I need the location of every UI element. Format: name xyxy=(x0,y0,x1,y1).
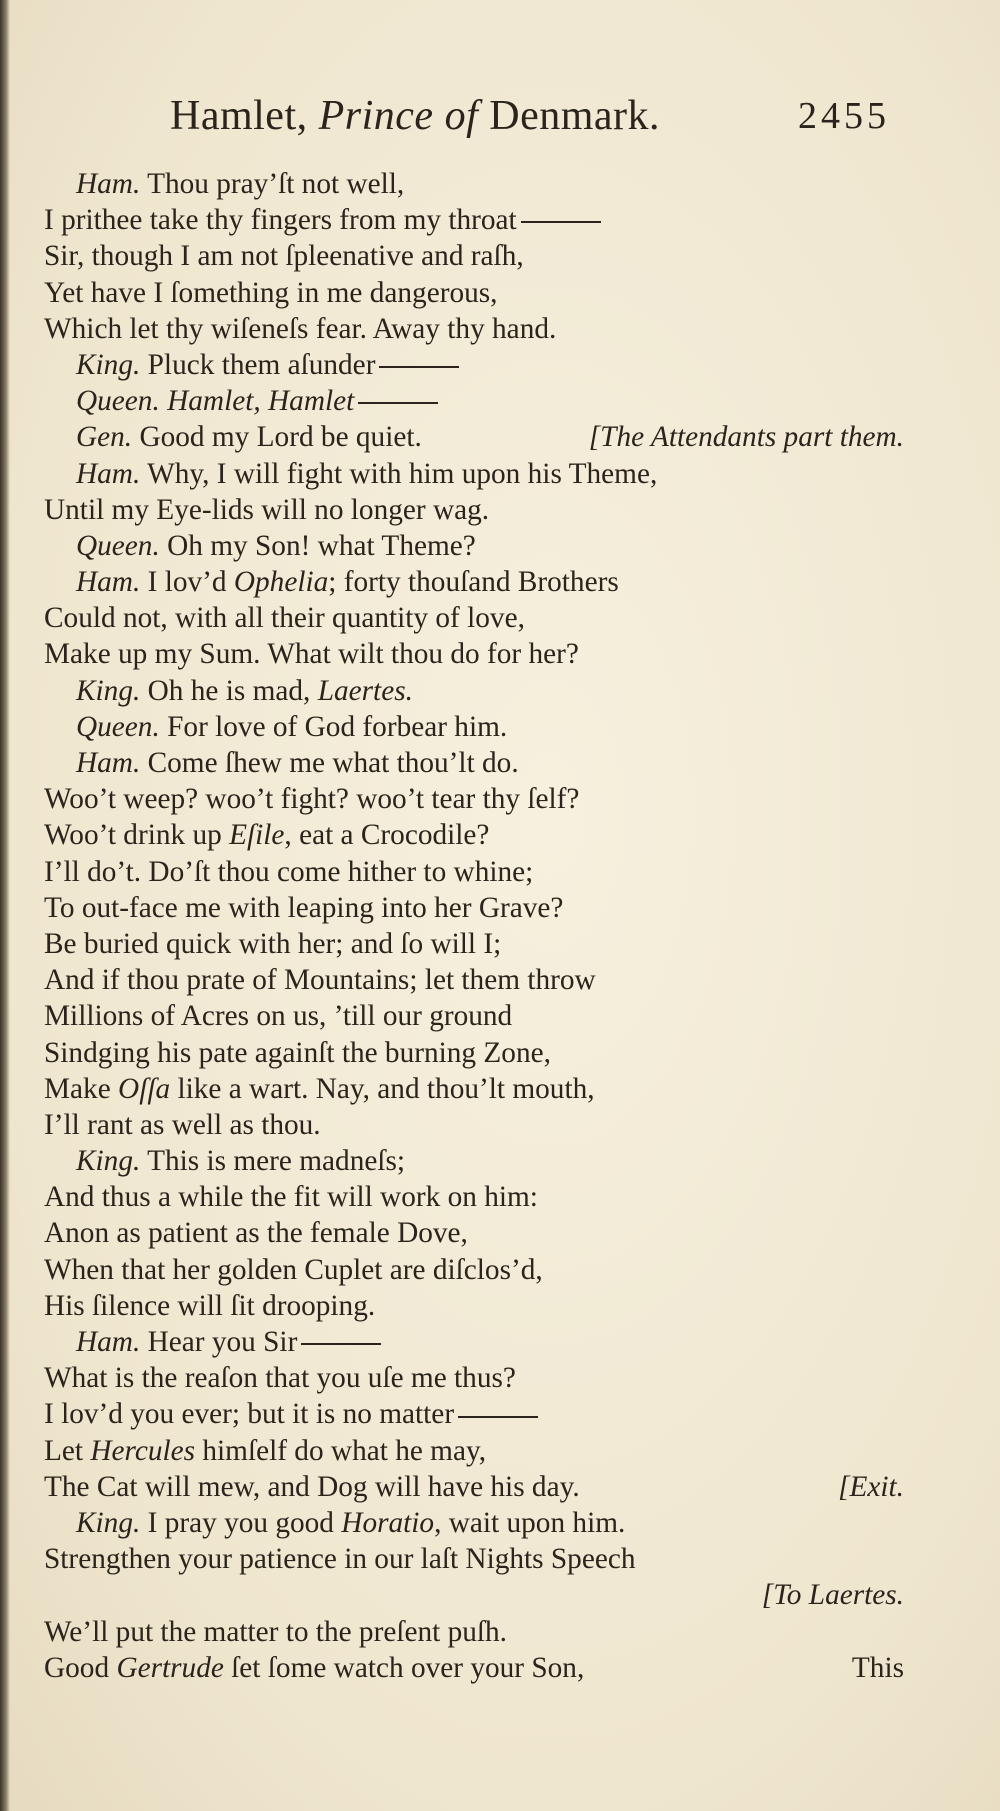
text-line xyxy=(44,1107,904,1143)
em-dash-rule xyxy=(301,1343,381,1345)
line-text: Hear you Sir xyxy=(140,1326,298,1358)
italic-name: Horatio xyxy=(341,1506,435,1539)
text-line xyxy=(44,1143,904,1179)
italic-name: Oſſa xyxy=(118,1072,171,1105)
line-text: Sindging his pate againſt the burning Zone, xyxy=(44,1036,551,1069)
line-text: I lov’d you ever; but it is no matter xyxy=(44,1398,455,1431)
line-text: Thou pray’ſt not well, xyxy=(140,168,405,200)
line-text: I pray you good xyxy=(140,1506,342,1539)
text-line xyxy=(44,1505,904,1541)
text-line xyxy=(44,275,904,311)
text-line xyxy=(44,528,904,564)
running-header xyxy=(170,92,890,152)
stage-direction: [To Laertes. xyxy=(761,1579,904,1612)
text-line xyxy=(44,1179,904,1215)
page-number: 2455 xyxy=(798,95,890,137)
text-line xyxy=(44,347,904,383)
text-line xyxy=(44,890,904,926)
text-line xyxy=(44,1252,904,1288)
speaker-name: King. xyxy=(76,348,141,381)
line-text: I lov’d xyxy=(140,566,234,599)
italic-name: Eſile xyxy=(229,819,285,852)
line-text-continued: , eat a Crocodile? xyxy=(284,819,490,852)
page-spine-shadow xyxy=(0,0,10,1811)
stage-direction: [The Attendants part them. xyxy=(588,421,904,454)
text-line xyxy=(44,456,904,492)
line-text: The Cat will mew, and Dog will have his day. xyxy=(44,1470,580,1503)
line-text-continued: ; forty thouſand Brothers xyxy=(328,566,619,599)
italic-name: Laertes. xyxy=(317,674,413,707)
line-text: Strengthen your patience in our laſt Nights Speech xyxy=(44,1543,636,1576)
text-line xyxy=(44,1288,904,1324)
line-text: When that her golden Cuplet are diſclos’d, xyxy=(44,1253,543,1286)
text-line xyxy=(44,673,904,709)
line-text: This is mere madneſs; xyxy=(140,1145,406,1178)
text-line xyxy=(44,1360,904,1396)
line-text: Make xyxy=(44,1072,119,1105)
text-line xyxy=(44,745,904,781)
catchword: This xyxy=(851,1651,904,1684)
play-text xyxy=(44,166,904,1686)
line-text: Good my Lord be quiet. xyxy=(132,421,422,454)
title-part-prince-of: Prince of xyxy=(318,93,479,139)
text-line xyxy=(44,1577,904,1613)
running-title xyxy=(170,92,660,140)
stage-direction: [Exit. xyxy=(838,1470,904,1503)
text-line xyxy=(44,1650,904,1686)
text-line xyxy=(44,1035,904,1071)
line-text: And if thou prate of Mountains; let them throw xyxy=(44,964,596,997)
text-line xyxy=(44,781,904,817)
italic-name: Gertrude xyxy=(116,1651,224,1684)
text-line xyxy=(44,1215,904,1251)
line-text-italic: Hamlet, Hamlet xyxy=(159,385,355,418)
title-part-denmark: Denmark. xyxy=(478,93,661,139)
speaker-name: King. xyxy=(76,674,141,707)
line-text: Why, I will fight with him upon his Theme, xyxy=(140,457,658,490)
speaker-name: Ham. xyxy=(76,566,141,599)
text-line xyxy=(44,383,904,419)
line-text: To out-face me with leaping into her Grave? xyxy=(44,891,564,924)
text-line xyxy=(44,817,904,853)
speaker-name: Ham. xyxy=(76,1326,141,1358)
line-text: Until my Eye-lids will no longer wag. xyxy=(44,493,490,526)
line-text: I’ll rant as well as thou. xyxy=(44,1108,321,1141)
text-line xyxy=(44,564,904,600)
line-text: For love of God forbear him. xyxy=(159,710,508,743)
line-text: His ſilence will ſit drooping. xyxy=(44,1289,376,1322)
line-text: Pluck them aſunder xyxy=(140,348,376,381)
text-line xyxy=(44,1469,904,1505)
line-text: I prithee take thy fingers from my throat xyxy=(44,204,517,237)
title-part-hamlet: Hamlet, xyxy=(170,93,319,139)
speaker-name: Queen. xyxy=(76,529,160,562)
em-dash-rule xyxy=(379,366,459,368)
text-line xyxy=(44,600,904,636)
line-text: Make up my Sum. What wilt thou do for her? xyxy=(44,638,579,671)
speaker-name: Queen. xyxy=(76,385,160,418)
line-text-continued: like a wart. Nay, and thou’lt mouth, xyxy=(170,1072,595,1105)
line-text-continued: himſelf do what he may, xyxy=(195,1434,487,1467)
text-line xyxy=(44,1071,904,1107)
text-line xyxy=(44,998,904,1034)
text-line xyxy=(44,854,904,890)
text-line xyxy=(44,202,904,238)
text-line xyxy=(44,238,904,274)
line-text: Be buried quick with her; and ſo will I; xyxy=(44,927,502,960)
line-text: Oh he is mad, xyxy=(140,674,318,707)
line-text: We’ll put the matter to the preſent puſh. xyxy=(44,1615,507,1648)
line-text: Which let thy wiſeneſs fear. Away thy hand. xyxy=(44,312,557,345)
text-line xyxy=(44,1324,904,1360)
text-line xyxy=(44,1541,904,1577)
line-text: And thus a while the fit will work on him: xyxy=(44,1181,538,1214)
line-text: Anon as patient as the female Dove, xyxy=(44,1217,468,1250)
line-text: Good xyxy=(44,1651,117,1684)
line-text: Millions of Acres on us, ’till our ground xyxy=(44,1000,513,1033)
line-text: Let xyxy=(44,1434,91,1467)
speaker-name: Queen. xyxy=(76,710,160,743)
text-line xyxy=(44,709,904,745)
em-dash-rule xyxy=(458,1416,538,1418)
speaker-name: Gen. xyxy=(76,421,133,454)
speaker-name: Ham. xyxy=(76,747,141,779)
line-text: Could not, with all their quantity of love, xyxy=(44,602,525,635)
em-dash-rule xyxy=(521,221,601,223)
text-line xyxy=(44,926,904,962)
line-text: Yet have I ſomething in me dangerous, xyxy=(44,276,498,309)
speaker-name: King. xyxy=(76,1145,141,1178)
text-line xyxy=(44,419,904,455)
text-line xyxy=(44,1433,904,1469)
italic-name: Hercules xyxy=(90,1434,196,1467)
line-text: Come ſhew me what thou’lt do. xyxy=(140,747,519,779)
text-line xyxy=(44,1396,904,1432)
line-text: What is the reaſon that you uſe me thus? xyxy=(44,1362,516,1395)
italic-name: Ophelia xyxy=(233,566,329,599)
text-line xyxy=(44,962,904,998)
line-text-continued: , wait upon him. xyxy=(434,1506,626,1539)
text-line xyxy=(44,1614,904,1650)
line-text: Oh my Son! what Theme? xyxy=(159,529,476,562)
text-line xyxy=(44,636,904,672)
line-text-continued: ſet ſome watch over your Son, xyxy=(223,1651,585,1684)
line-text: I’ll do’t. Do’ſt thou come hither to whine; xyxy=(44,855,534,888)
text-line xyxy=(44,166,904,202)
line-text: Woo’t weep? woo’t fight? woo’t tear thy ſelf? xyxy=(44,783,580,816)
text-line xyxy=(44,492,904,528)
speaker-name: Ham. xyxy=(76,457,141,490)
text-line xyxy=(44,311,904,347)
em-dash-rule xyxy=(358,402,438,404)
speaker-name: Ham. xyxy=(76,168,141,200)
line-text: Woo’t drink up xyxy=(44,819,230,852)
line-text: Sir, though I am not ſpleenative and raſh, xyxy=(44,240,524,273)
speaker-name: King. xyxy=(76,1506,141,1539)
